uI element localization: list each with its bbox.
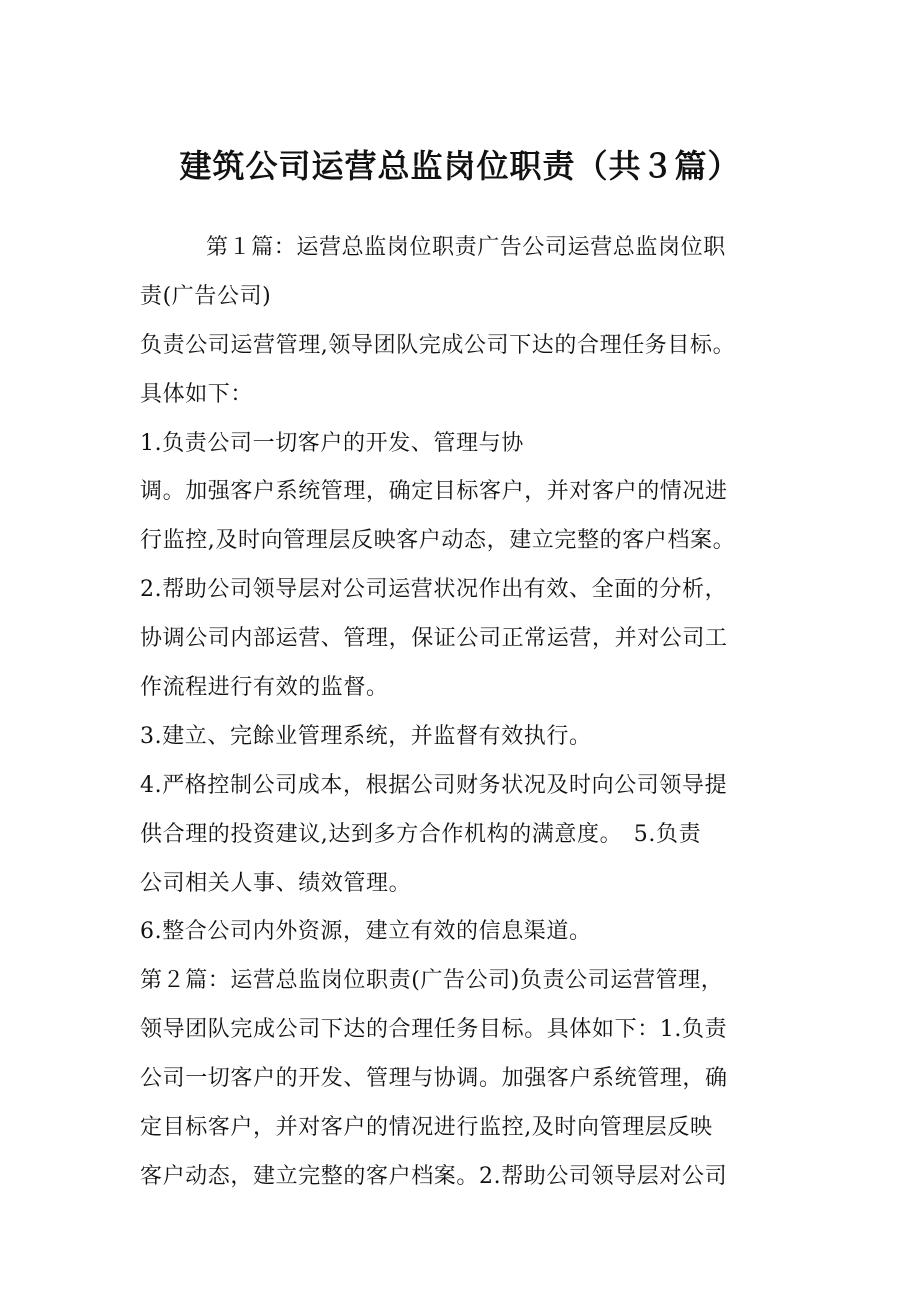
body-line: 2.帮助公司领导层对公司运营状况作出有效、全面的分析， xyxy=(140,577,728,603)
body-line: 公司一切客户的开发、管理与协调。加强客户系统管理，确 xyxy=(140,1066,728,1092)
body-line: 协调公司内部运营、管理，保证公司正常运营，并对公司工 xyxy=(140,626,728,652)
document-title: 建筑公司运营总监岗位职责（共３篇） xyxy=(179,147,741,185)
body-line: 调。加强客户系统管理，确定目标客户，并对客户的情况进 xyxy=(140,479,728,505)
body-line: 6.整合公司内外资源，建立有效的信息渠道。 xyxy=(140,919,592,945)
body-line: 公司相关人事、绩效管理。 xyxy=(140,870,412,896)
body-line: 4.严格控制公司成本，根据公司财务状况及时向公司领导提 xyxy=(140,772,728,798)
body-line: 供合理的投资建议,达到多方合作机构的满意度。 5.负责 xyxy=(140,821,702,847)
body-line: 1.负责公司一切客户的开发、管理与协 xyxy=(140,430,524,456)
body-line: 负责公司运营管理,领导团队完成公司下达的合理任务目标。 xyxy=(140,332,736,358)
document-body xyxy=(140,224,790,1202)
body-line: 客户动态，建立完整的客户档案。2.帮助公司领导层对公司 xyxy=(140,1163,728,1189)
body-line: 作流程进行有效的监督。 xyxy=(140,675,389,701)
body-line: 第１篇：运营总监岗位职责广告公司运营总监岗位职 xyxy=(206,235,726,260)
body-line: 领导团队完成公司下达的合理任务目标。具体如下：1.负责 xyxy=(140,1017,728,1043)
body-line: 3.建立、完餘业管理系统，并监督有效执行。 xyxy=(140,723,592,749)
body-line: 具体如下： xyxy=(140,381,254,407)
body-line: 定目标客户，并对客户的情况进行监控,及时向管理层反映 xyxy=(140,1115,713,1141)
body-line: 行监控,及时向管理层反映客户动态，建立完整的客户档案。 xyxy=(140,528,736,554)
body-line: 第２篇：运营总监岗位职责(广告公司)负责公司运营管理， xyxy=(140,968,724,994)
body-line: 责(广告公司) xyxy=(140,283,272,309)
